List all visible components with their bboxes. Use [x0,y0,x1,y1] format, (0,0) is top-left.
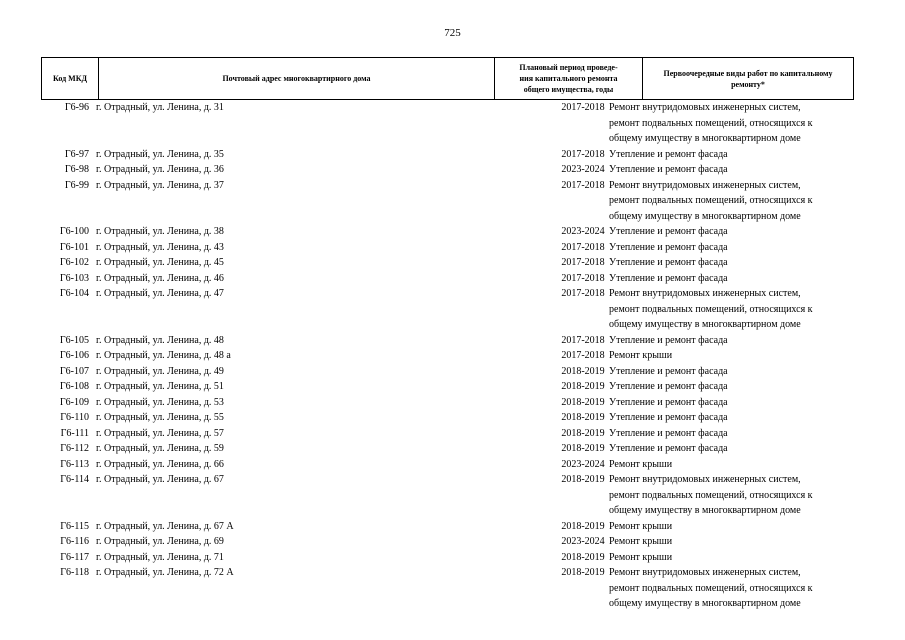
row-works [609,395,849,411]
table-row [41,472,854,519]
row-address: г. Отрадный, ул. Ленина, д. 48 [96,334,224,346]
row-address: г. Отрадный, ул. Ленина, д. 37 [96,179,224,191]
row-works-line: Утепление и ремонт фасада [609,412,728,423]
table-body [41,100,854,612]
row-address: г. Отрадный, ул. Ленина, д. 31 [96,102,224,113]
table-row [41,271,854,287]
row-address: г. Отрадный, ул. Ленина, д. 35 [96,148,224,160]
row-works-line: Утепление и ремонт фасада [609,241,728,253]
row-works [609,457,849,473]
header-works-label: Первоочередные виды работ по капитальному ремонту* [663,68,833,89]
row-works-line: Ремонт внутридомовых инженерных систем, [609,567,801,578]
header-address-label: Почтовый адрес многоквартирного дома [222,74,371,83]
row-works-line: Утепление и ремонт фасада [609,396,728,408]
table-row [41,364,854,380]
page-number: 725 [444,27,461,39]
row-address: г. Отрадный, ул. Ленина, д. 71 [96,551,224,563]
row-works-line: Утепление и ремонт фасада [609,164,728,175]
row-code: Г6-102 [59,257,89,268]
row-period: 2018-2019 [561,443,605,454]
row-address: г. Отрадный, ул. Ленина, д. 45 [96,257,224,268]
row-works-line: общему имуществу в многоквартирном доме [609,319,801,330]
row-address: г. Отрадный, ул. Ленина, д. 67 А [96,520,234,532]
row-period: 2018-2019 [561,551,605,563]
row-period: 2017-2018 [561,179,605,191]
row-works-line: Ремонт крыши [609,536,673,547]
row-period: 2023-2024 [561,536,605,547]
row-period: 2023-2024 [561,458,605,470]
table-row [41,178,854,225]
row-works [609,178,849,225]
row-period: 2017-2018 [561,241,605,253]
row-code: Г6-118 [60,567,89,578]
table-header [41,57,854,100]
row-works-line: Ремонт внутридомовых инженерных систем, [609,474,801,485]
row-works-line: ремонт подвальных помещений, относящихся к [609,303,813,315]
row-works-line: общему имуществу в многоквартирном доме [609,133,801,144]
row-works [609,147,849,163]
row-works-line: Утепление и ремонт фасада [609,334,728,346]
row-address: г. Отрадный, ул. Ленина, д. 46 [96,272,224,284]
row-works-line: Утепление и ремонт фасада [609,427,728,439]
row-works-line: Ремонт внутридомовых инженерных систем, [609,102,801,113]
row-address: г. Отрадный, ул. Ленина, д. 49 [96,365,224,377]
row-period: 2017-2018 [561,288,605,299]
row-address: г. Отрадный, ул. Ленина, д. 72 А [96,567,234,578]
row-period: 2017-2018 [561,102,605,113]
row-works [609,534,849,550]
table-row [41,410,854,426]
row-works-line: Утепление и ремонт фасада [609,443,728,454]
row-works [609,565,849,612]
table-row [41,426,854,442]
row-code: Г6-117 [60,551,89,563]
row-works [609,100,849,147]
row-works-line: Утепление и ремонт фасада [609,365,728,377]
header-code-label: Код МКД [52,74,88,83]
row-works-line: Ремонт крыши [609,458,673,470]
row-address: г. Отрадный, ул. Ленина, д. 53 [96,396,224,408]
table-row [41,550,854,566]
row-works [609,240,849,256]
table-row [41,333,854,349]
row-period: 2018-2019 [561,396,605,408]
row-code: Г6-109 [59,396,89,408]
row-works-line: ремонт подвальных помещений, относящихся к [609,582,813,594]
row-works-line: Утепление и ремонт фасада [609,226,728,237]
row-works-line: Ремонт внутридомовых инженерных систем, [609,288,801,299]
row-works-line: общему имуществу в многоквартирном доме [609,210,801,222]
header-works [642,58,854,99]
row-period: 2017-2018 [561,257,605,268]
row-period: 2018-2019 [561,567,605,578]
row-code: Г6-116 [60,536,89,547]
row-address: г. Отрадный, ул. Ленина, д. 57 [96,427,224,439]
row-works [609,286,849,333]
row-period: 2017-2018 [561,272,605,284]
table-row [41,565,854,612]
row-works [609,224,849,240]
row-address: г. Отрадный, ул. Ленина, д. 55 [96,412,224,423]
row-address: г. Отрадный, ул. Ленина, д. 67 [96,474,224,485]
table-row [41,348,854,364]
row-works [609,472,849,519]
row-code: Г6-105 [59,334,89,346]
row-address: г. Отрадный, ул. Ленина, д. 69 [96,536,224,547]
row-period: 2017-2018 [561,334,605,346]
row-code: Г6-115 [60,520,89,532]
row-code: Г6-99 [64,179,89,191]
table-row [41,441,854,457]
row-works [609,410,849,426]
row-period: 2018-2019 [561,381,605,392]
row-code: Г6-114 [60,474,89,485]
row-address: г. Отрадный, ул. Ленина, д. 36 [96,164,224,175]
row-code: Г6-96 [64,102,89,113]
row-code: Г6-104 [59,288,89,299]
row-code: Г6-98 [64,164,89,175]
row-address: г. Отрадный, ул. Ленина, д. 47 [96,288,224,299]
row-code: Г6-113 [60,458,89,470]
table-row [41,147,854,163]
row-works [609,255,849,271]
row-works [609,271,849,287]
table-row [41,255,854,271]
row-code: Г6-101 [59,241,89,253]
row-works [609,379,849,395]
row-address: г. Отрадный, ул. Ленина, д. 38 [96,226,224,237]
row-works-line: ремонт подвальных помещений, относящихся к [609,117,813,129]
row-code: Г6-111 [60,427,89,439]
row-works-line: Ремонт крыши [609,350,673,361]
row-period: 2018-2019 [561,365,605,377]
table-row [41,224,854,240]
row-address: г. Отрадный, ул. Ленина, д. 48 а [96,350,231,361]
row-period: 2018-2019 [561,412,605,423]
row-works [609,441,849,457]
table-row [41,534,854,550]
row-works [609,348,849,364]
table-row [41,379,854,395]
row-code: Г6-100 [59,226,89,237]
row-works-line: Ремонт крыши [609,520,673,532]
row-address: г. Отрадный, ул. Ленина, д. 66 [96,458,224,470]
row-works-line: Утепление и ремонт фасада [609,381,728,392]
header-period-label: Плановый период проведе- ния капитального ремонта общего имущества, годы [519,63,618,94]
table-row [41,240,854,256]
row-period: 2017-2018 [561,148,605,160]
row-works [609,426,849,442]
table-row [41,100,854,147]
row-code: Г6-106 [59,350,89,361]
row-period: 2018-2019 [561,520,605,532]
row-works-line: Утепление и ремонт фасада [609,148,728,160]
row-code: Г6-112 [60,443,89,454]
table-row [41,286,854,333]
header-code [41,58,98,99]
row-works-line: Ремонт внутридомовых инженерных систем, [609,179,801,191]
row-works-line: Утепление и ремонт фасада [609,272,728,284]
row-period: 2023-2024 [561,226,605,237]
row-works-line: общему имуществу в многоквартирном доме [609,598,801,609]
header-period [494,58,642,99]
row-works [609,162,849,178]
table-row [41,519,854,535]
row-period: 2023-2024 [561,164,605,175]
row-works-line: ремонт подвальных помещений, относящихся к [609,489,813,501]
row-works-line: Утепление и ремонт фасада [609,257,728,268]
row-period: 2018-2019 [561,474,605,485]
row-works-line: общему имуществу в многоквартирном доме [609,505,801,516]
row-address: г. Отрадный, ул. Ленина, д. 59 [96,443,224,454]
row-code: Г6-110 [60,412,89,423]
row-period: 2017-2018 [561,350,605,361]
row-period: 2018-2019 [561,427,605,439]
row-code: Г6-103 [59,272,89,284]
row-works [609,333,849,349]
row-works-line: ремонт подвальных помещений, относящихся к [609,195,813,206]
row-code: Г6-108 [59,381,89,392]
row-address: г. Отрадный, ул. Ленина, д. 51 [96,381,224,392]
row-works [609,364,849,380]
row-code: Г6-97 [64,148,89,160]
header-address [98,58,494,99]
table-row [41,395,854,411]
row-works [609,550,849,566]
row-works-line: Ремонт крыши [609,551,673,563]
row-works [609,519,849,535]
table-row [41,457,854,473]
table-row [41,162,854,178]
row-address: г. Отрадный, ул. Ленина, д. 43 [96,241,224,253]
row-code: Г6-107 [59,365,89,377]
